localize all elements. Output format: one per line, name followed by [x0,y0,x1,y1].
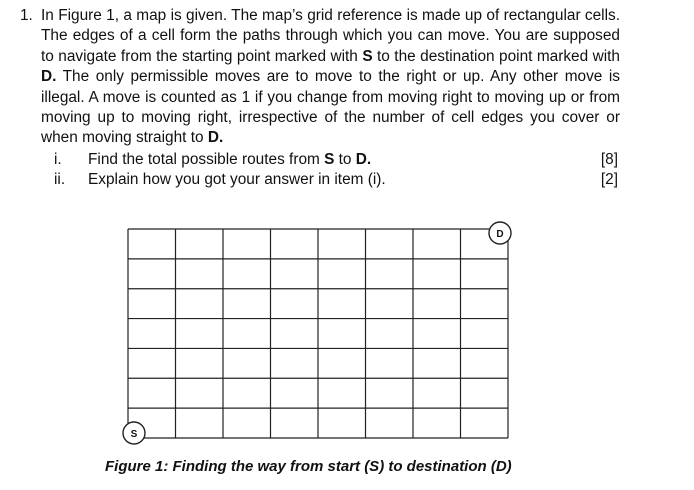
start-marker-text: S [362,47,373,65]
sub-question-text: Find the total possible routes from S to D. [88,151,372,168]
destination-marker [489,222,511,244]
destination-marker-text: D. [41,68,57,86]
question-text: In Figure 1, a map is given. The map’s grid reference is made up of rectangular cells. The edges of a cell form the paths through which you can move. You are supposed to navigate from the starting point marked with S to the destination point marked with D. The only permissible moves are to move to the right or up. Any other move is illegal. A move is counted as 1 if you change from moving right to moving up or from moving up to moving right, irrespective of the number of cell edges you cover or when moving straight to D. [41,7,620,147]
marks-label: [8] [600,151,618,168]
destination-label: D [496,229,504,240]
start-marker [123,422,145,444]
start-label: S [130,429,138,440]
map-grid [128,229,508,438]
figure-caption: Figure 1: Finding the way from start (S) to destination (D) [105,458,512,475]
sub-question-number: i. [54,151,62,168]
marks-label: [2] [600,171,618,189]
sub-question-text: Explain how you got your answer in item (i). [88,171,386,189]
destination-marker-text-2: D. [207,129,224,147]
sub-question-number: ii. [54,171,66,189]
question-number: 1. [20,7,33,24]
